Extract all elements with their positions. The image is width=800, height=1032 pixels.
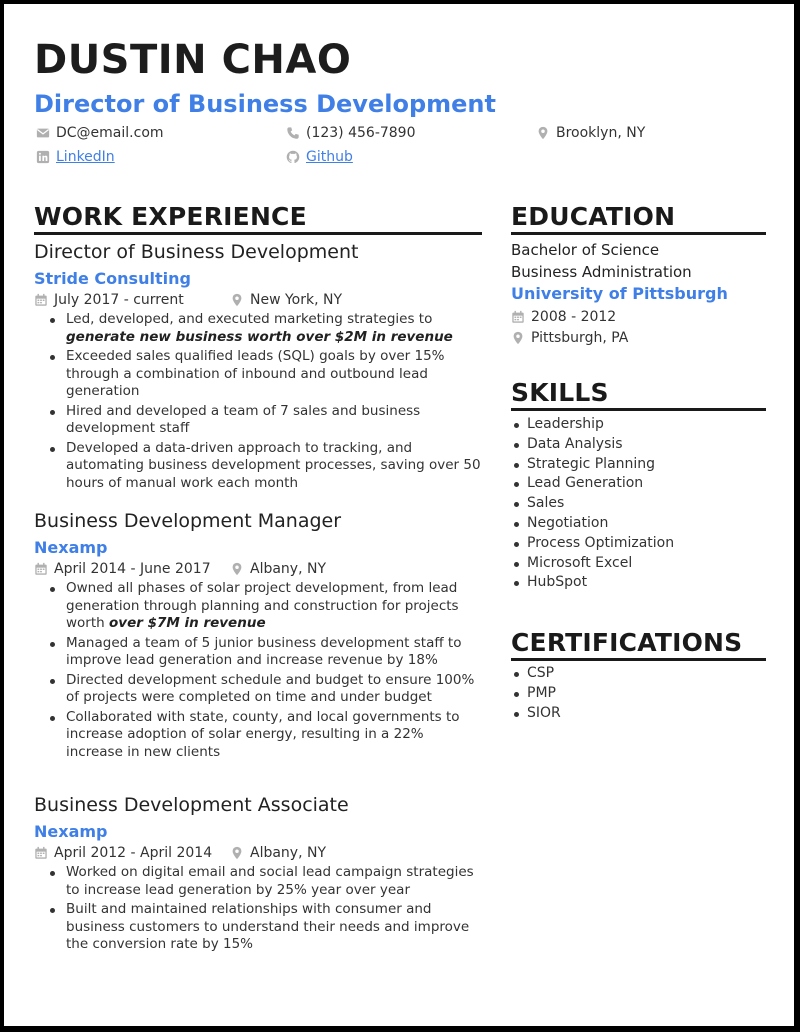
phone-text: (123) 456-7890 [306, 125, 416, 141]
certifications-list [511, 664, 561, 723]
job-dates-text: April 2014 - June 2017 [54, 560, 211, 577]
education-field: Business Administration [511, 263, 692, 281]
bullet-text: Directed development schedule and budget to ensure 100% of projects were completed on time and under budget [66, 671, 475, 706]
certification-item: PMP [511, 684, 561, 704]
job-bullets [34, 580, 484, 761]
envelope-icon [36, 126, 50, 140]
bullet-text: Hired and developed a team of 7 sales and business development staff [66, 402, 421, 437]
job-company: Nexamp [34, 821, 108, 841]
bullet-text: Developed a data-driven approach to tracking, and automating business development processes, saving over 50 hours of manual work each month [66, 439, 481, 491]
job-location [230, 560, 326, 578]
education-divider [511, 232, 766, 235]
location-text: Brooklyn, NY [556, 125, 646, 141]
job-meta [34, 844, 484, 862]
education-dates-text: 2008 - 2012 [531, 309, 617, 325]
job-title: Business Development Associate [34, 794, 349, 816]
bullet-text: Led, developed, and executed marketing strategies to [66, 311, 433, 328]
skills-heading: SKILLS [511, 378, 609, 407]
job-location [230, 844, 326, 862]
bullet-item [34, 403, 484, 438]
job-meta [34, 291, 484, 309]
job-location [230, 291, 342, 309]
bullet-text: Worked on digital email and social lead campaign strategies to increase lead generation by 25% year over year [66, 864, 474, 898]
job-entry [34, 794, 484, 956]
email-text: DC@email.com [56, 125, 164, 141]
education-location [511, 329, 771, 347]
certification-item: SIOR [511, 704, 561, 724]
linkedin-icon [36, 150, 50, 164]
bullet-item [34, 709, 484, 762]
education-location-text: Pittsburgh, PA [531, 330, 629, 347]
job-dates [34, 560, 230, 578]
work-experience-heading: WORK EXPERIENCE [34, 202, 307, 231]
job-location-text: New York, NY [250, 291, 343, 308]
contact-email [36, 126, 164, 140]
map-pin-icon [511, 331, 525, 345]
job-title: Business Development Manager [34, 510, 342, 532]
job-bullets [34, 864, 484, 954]
bullet-item [34, 635, 484, 670]
contact-phone [286, 126, 416, 140]
bullet-text: Built and maintained relationships with consumer and business customers to understand their needs and improve the conversion rate by 15% [66, 901, 470, 953]
bullet-item [34, 672, 484, 707]
bullet-highlight: over $7M in revenue [109, 615, 266, 632]
calendar-icon [511, 310, 525, 324]
skills-list [511, 415, 674, 593]
education-school: University of Pittsburgh [511, 284, 728, 303]
map-pin-icon [536, 126, 550, 140]
contact-location [536, 126, 645, 140]
job-meta [34, 560, 484, 578]
map-pin-icon [230, 846, 244, 860]
skill-item: Microsoft Excel [511, 554, 674, 574]
bullet-text: Owned all phases of solar project development, from lead generation through planning and construction for projects worth [66, 580, 459, 632]
calendar-icon [34, 562, 48, 576]
job-company: Stride Consulting [34, 268, 191, 288]
job-dates-text: July 2017 - current [54, 291, 184, 308]
bullet-text: Managed a team of 5 junior business development staff to improve lead generation and increase revenue by 18% [66, 634, 462, 669]
bullet-item [34, 440, 484, 493]
skill-item: Data Analysis [511, 435, 674, 455]
job-dates-text: April 2012 - April 2014 [54, 844, 213, 861]
job-entry [34, 510, 484, 763]
job-title: Director of Business Development [34, 241, 359, 263]
skill-item: HubSpot [511, 573, 674, 593]
bullet-item [34, 864, 484, 899]
calendar-icon [34, 293, 48, 307]
bullet-item [34, 311, 484, 346]
skills-divider [511, 408, 766, 411]
job-entry [34, 241, 484, 494]
bullet-text: Exceeded sales qualified leads (SQL) goals by over 15% through a combination of inbound and outbound lead generation [66, 348, 445, 400]
calendar-icon [34, 846, 48, 860]
job-company: Nexamp [34, 537, 108, 557]
candidate-role: Director of Business Development [34, 90, 496, 118]
bullet-highlight: generate new business worth over $2M in revenue [66, 328, 453, 345]
job-dates [34, 844, 230, 862]
map-pin-icon [230, 562, 244, 576]
job-location-text: Albany, NY [250, 560, 327, 577]
skill-item: Strategic Planning [511, 455, 674, 475]
github-icon [286, 150, 300, 164]
skill-item: Negotiation [511, 514, 674, 534]
contact-github [286, 150, 353, 164]
skill-item: Process Optimization [511, 534, 674, 554]
education-degree: Bachelor of Science [511, 241, 660, 259]
contact-linkedin [36, 150, 115, 164]
candidate-name: DUSTIN CHAO [34, 37, 352, 83]
bullet-item [34, 348, 484, 401]
education-heading: EDUCATION [511, 202, 676, 231]
education-dates [511, 308, 771, 326]
bullet-text: Collaborated with state, county, and local governments to increase adoption of solar energy, resulting in a 22% increase in new clients [66, 708, 460, 760]
bullet-item [34, 901, 484, 954]
certifications-heading: CERTIFICATIONS [511, 628, 743, 657]
linkedin-link[interactable]: LinkedIn [56, 149, 115, 165]
job-bullets [34, 311, 484, 492]
certification-item: CSP [511, 664, 561, 684]
education-location-item [511, 329, 628, 347]
certifications-divider [511, 658, 766, 661]
job-dates [34, 291, 230, 309]
skill-item: Lead Generation [511, 474, 674, 494]
work-experience-divider [34, 232, 482, 235]
skill-item: Sales [511, 494, 674, 514]
resume-page [4, 4, 794, 1026]
education-entry [511, 239, 771, 347]
skill-item: Leadership [511, 415, 674, 435]
education-dates-item [511, 308, 616, 326]
github-link[interactable]: Github [306, 149, 353, 165]
map-pin-icon [230, 293, 244, 307]
bullet-item [34, 580, 484, 633]
phone-icon [286, 126, 300, 140]
job-location-text: Albany, NY [250, 844, 327, 861]
